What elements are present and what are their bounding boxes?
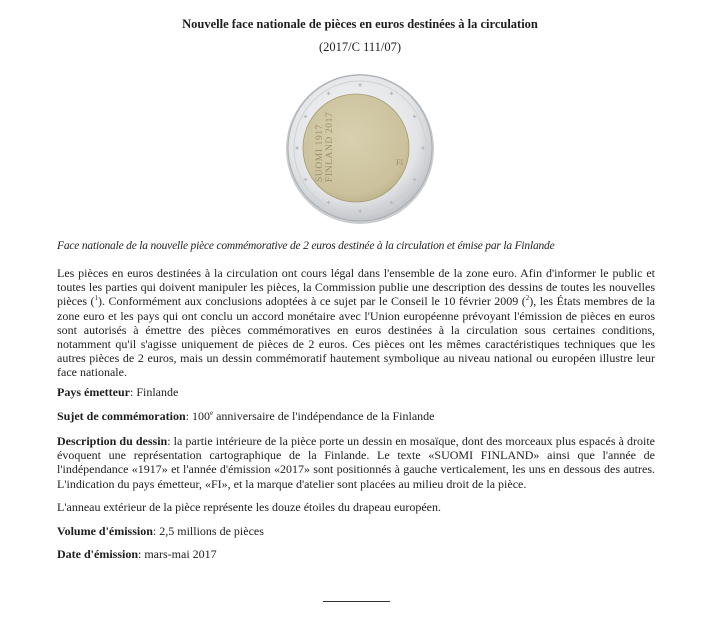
- field-value: la partie intérieure de la pièce porte un dessin en mosaïque, dont des morceaux plus espacés à droite évoquent une représentation cartographique de la Finlande. Le texte «SUOMI FINLAND» ainsi que l'année de l'indépendance «1917» et l'année d'émission «2017» sont positionnés à gauche verticalement, les uns en dessous des autres. L'indication du pays émetteur, «FI», et la marque d'atelier sont placées au milieu droit de la pièce.: [57, 434, 655, 491]
- field-description-dessin: [57, 434, 655, 491]
- anneau-paragraph: L'anneau extérieur de la pièce représente les douze étoiles du drapeau européen.: [57, 500, 441, 514]
- coin-star-icon: ✦: [357, 81, 363, 90]
- coin-star-icon: ✦: [388, 199, 395, 208]
- field-separator: :: [138, 547, 145, 561]
- field-pays-emetteur: [57, 385, 655, 399]
- document-title: Nouvelle face nationale de pièces en euros destinées à la circulation: [182, 17, 538, 31]
- footnote-ref-2[interactable]: 2: [525, 294, 530, 303]
- field-value: 2,5 millions de pièces: [159, 524, 264, 538]
- coin-country-mark: FI: [396, 158, 404, 167]
- coin-star-icon: ✦: [357, 207, 363, 216]
- footnote-divider: [323, 601, 390, 602]
- field-label: Volume d'émission: [57, 524, 153, 538]
- field-label: Pays émetteur: [57, 385, 130, 399]
- field-date-emission: [57, 547, 655, 561]
- coin-caption: Face nationale de la nouvelle pièce commémorative de 2 euros destinée à la circulation et émise par la Finlande: [57, 240, 555, 252]
- coin-svg: [284, 70, 436, 226]
- intro-paragraph: [57, 266, 655, 380]
- intro-text-3: ), les États membres de la zone euro et les pays qui ont conclu un accord monétaire avec l'Union européenne prévoyant l'émission de pièces en euros sont autorisés à émettre des pièces commémoratives en euros destinées à la circulation sous certaines conditions, notamment qu'il s'agisse uniquement de pièces de 2 euros. Ces pièces ont les mêmes caractéristiques techniques que les autres pièces de 2 euros, mais un dessin commémoratif hautement symbolique au niveau national ou européen illustre leur face nationale.: [57, 294, 655, 380]
- coin-star-icon: ✦: [388, 89, 395, 98]
- document-reference: (2017/C 111/07): [318, 40, 402, 54]
- field-value: mars-mai 2017: [144, 547, 217, 561]
- coin-inscription-line2: FINLAND 2017: [325, 111, 335, 182]
- field-value: anniversaire de l'indépendance de la Finlande: [213, 409, 435, 423]
- coin-star-icon: ✦: [411, 113, 418, 121]
- field-separator: :: [152, 524, 160, 538]
- coin-star-icon: ✦: [294, 144, 300, 153]
- field-value-superscript: e: [209, 409, 214, 417]
- field-volume-emission: [57, 524, 655, 538]
- coin-star-icon: ✦: [302, 113, 309, 121]
- field-label: Description du dessin: [57, 434, 168, 448]
- footnote-ref-1[interactable]: 1: [94, 294, 98, 303]
- intro-text-2: ). Conformément aux conclusions adoptées à ce sujet par le Conseil le 10 février 2009 (: [97, 294, 526, 309]
- field-value-number: 100: [191, 409, 210, 423]
- field-sujet-commemoration: [57, 409, 655, 423]
- field-label: Sujet de commémoration: [57, 409, 186, 423]
- intro-text-1: Les pièces en euros destinées à la circulation ont cours légal dans l'ensemble de la zone euro. Afin d'informer le public et toutes les parties qui doivent manipuler les pièces, la Commission publie une description des dessins de toutes les nouvelles pièces (: [57, 266, 655, 309]
- coin-image: [284, 70, 436, 226]
- field-label: Date d'émission: [57, 547, 138, 561]
- field-value: Finlande: [136, 385, 179, 399]
- coin-star-icon: ✦: [302, 176, 309, 184]
- field-separator: :: [185, 409, 192, 423]
- coin-star-icon: ✦: [411, 176, 418, 184]
- coin-inscription-line1: SUOMI 1917: [315, 124, 325, 182]
- field-separator: :: [129, 385, 137, 399]
- coin-star-icon: ✦: [420, 144, 426, 153]
- coin-star-icon: ✦: [325, 199, 332, 208]
- field-separator: :: [167, 434, 174, 448]
- coin-star-icon: ✦: [325, 89, 332, 98]
